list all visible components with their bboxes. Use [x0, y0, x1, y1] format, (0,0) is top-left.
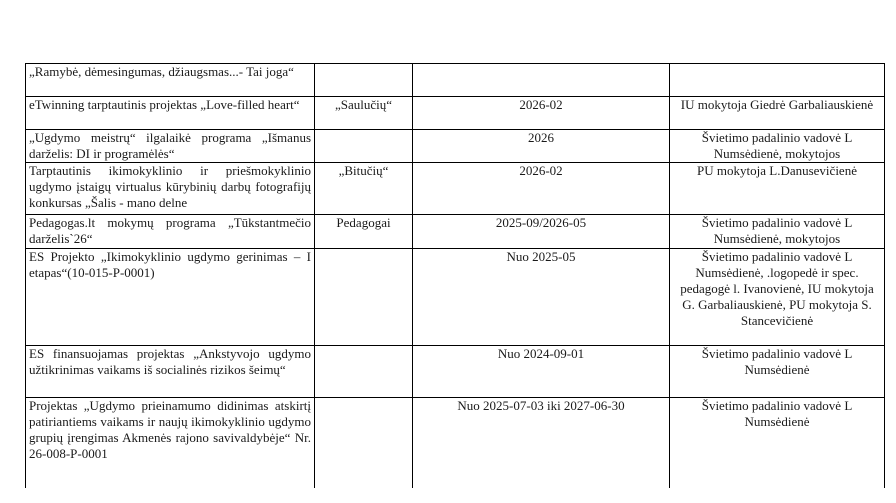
date-cell: Nuo 2024-09-01	[413, 346, 670, 398]
table-row	[26, 130, 885, 163]
responsible-cell	[670, 64, 885, 97]
activity-cell: „Ramybė, dėmesingumas, džiaugsmas...- Tai joga“	[26, 64, 315, 97]
responsible-cell: PU mokytoja L.Danusevičienė	[670, 163, 885, 215]
date-cell: Nuo 2025-05	[413, 249, 670, 346]
activity-cell: Pedagogas.lt mokymų programa „Tūkstantmečio darželis`26“	[26, 215, 315, 249]
activity-cell: Projektas „Ugdymo prieinamumo didinimas atskirtį patiriantiems vaikams ir naujų ikimokyklinio ugdymo grupių įrengimas Akmenės rajono savivaldybėje“ Nr. 26-008-P-0001	[26, 398, 315, 488]
responsible-cell: Švietimo padalinio vadovė L Numsėdienė, mokytojos	[670, 215, 885, 249]
group-cell	[315, 130, 413, 163]
table-row	[26, 64, 885, 97]
activity-cell: „Ugdymo meistrų“ ilgalaikė programa „Išmanus darželis: DI ir programėlės“	[26, 130, 315, 163]
table-row	[26, 398, 885, 488]
date-cell: 2026-02	[413, 163, 670, 215]
date-cell: 2026	[413, 130, 670, 163]
group-cell	[315, 64, 413, 97]
group-cell: „Saulučių“	[315, 97, 413, 130]
activity-cell: ES finansuojamas projektas „Ankstyvojo ugdymo užtikrinimas vaikams iš socialinės rizikos šeimų“	[26, 346, 315, 398]
responsible-cell: Švietimo padalinio vadovė L Numsėdienė, mokytojos	[670, 130, 885, 163]
table-row	[26, 97, 885, 130]
group-cell	[315, 346, 413, 398]
activity-cell: Tarptautinis ikimokyklinio ir priešmokyklinio ugdymo įstaigų virtualus kūrybinių darbų fotografijų konkursas „Šalis - mano delne	[26, 163, 315, 215]
activities-table	[25, 63, 885, 488]
date-cell: 2026-02	[413, 97, 670, 130]
group-cell: „Bitučių“	[315, 163, 413, 215]
responsible-cell: Švietimo padalinio vadovė L Numsėdienė	[670, 346, 885, 398]
table-row	[26, 215, 885, 249]
table-row	[26, 249, 885, 346]
group-cell	[315, 398, 413, 488]
group-cell: Pedagogai	[315, 215, 413, 249]
responsible-cell: Švietimo padalinio vadovė L Numsėdienė	[670, 398, 885, 488]
activity-cell: eTwinning tarptautinis projektas „Love-filled heart“	[26, 97, 315, 130]
activity-cell: ES Projekto „Ikimokyklinio ugdymo gerinimas – I etapas“(10-015-P-0001)	[26, 249, 315, 346]
group-cell	[315, 249, 413, 346]
date-cell	[413, 64, 670, 97]
responsible-cell: IU mokytoja Giedrė Garbaliauskienė	[670, 97, 885, 130]
responsible-cell: Švietimo padalinio vadovė L Numsėdienė, .logopedė ir spec. pedagogė l. Ivanovienė, IU mokytoja G. Garbaliauskienė, PU mokytoja S. Stancevičienė	[670, 249, 885, 346]
table-row	[26, 346, 885, 398]
table-row	[26, 163, 885, 215]
date-cell: Nuo 2025-07-03 iki 2027-06-30	[413, 398, 670, 488]
date-cell: 2025-09/2026-05	[413, 215, 670, 249]
